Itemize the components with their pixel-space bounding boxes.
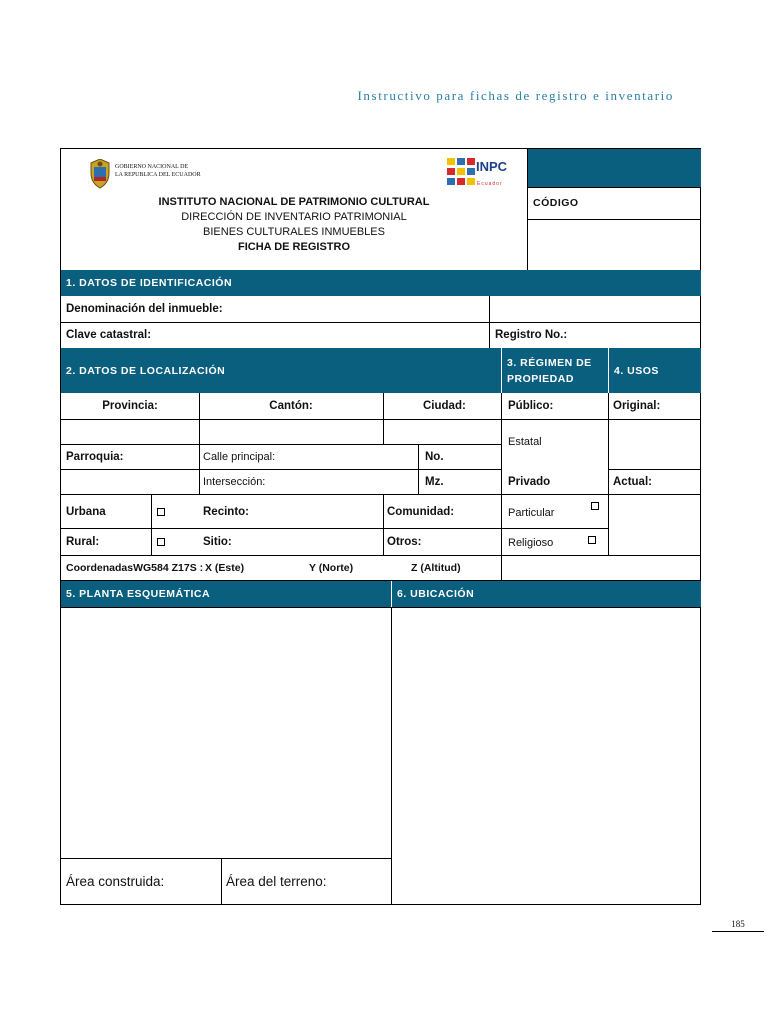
religioso-checkbox[interactable] bbox=[588, 536, 596, 544]
clave-catastral-field[interactable] bbox=[161, 322, 489, 348]
area-construida-label: Área construida: bbox=[66, 874, 165, 889]
codigo-header-band bbox=[527, 149, 701, 187]
area-terreno-label: Área del terreno: bbox=[226, 874, 327, 889]
privado-label: Privado bbox=[508, 475, 551, 488]
otros-label: Otros: bbox=[387, 535, 422, 548]
section-planta-header: 5. PLANTA ESQUEMÁTICA bbox=[61, 581, 391, 607]
section-usos-header: 4. USOS bbox=[609, 348, 701, 393]
coat-of-arms-icon bbox=[89, 159, 111, 189]
provincia-field[interactable] bbox=[62, 420, 198, 444]
section-localizacion-header: 2. DATOS DE LOCALIZACIÓN bbox=[61, 348, 501, 393]
coordenada-z-label: Z (Altitud) bbox=[411, 561, 461, 574]
rural-label: Rural: bbox=[66, 535, 100, 548]
recinto-label: Recinto: bbox=[203, 505, 249, 518]
coordenadas-label: CoordenadasWG584 Z17S : bbox=[66, 561, 204, 574]
government-name-line1: GOBIERNO NACIONAL DE bbox=[115, 164, 189, 170]
ubicacion-area[interactable] bbox=[392, 608, 700, 905]
actual-label: Actual: bbox=[613, 475, 652, 488]
sitio-label: Sitio: bbox=[203, 535, 232, 548]
category-name: BIENES CULTURALES INMUEBLES bbox=[203, 226, 385, 238]
calle-principal-label: Calle principal: bbox=[203, 450, 276, 463]
section-regimen-header: 3. RÉGIMEN DE PROPIEDAD bbox=[502, 348, 608, 393]
canton-field[interactable] bbox=[200, 420, 382, 444]
estatal-label: Estatal bbox=[508, 436, 542, 448]
manzana-label: Mz. bbox=[425, 475, 444, 488]
page-number: 185 bbox=[712, 919, 764, 932]
planta-esquematica-area[interactable] bbox=[62, 608, 390, 858]
section-identificacion-header: 1. DATOS DE IDENTIFICACIÓN bbox=[61, 270, 701, 296]
institute-name: INSTITUTO NACIONAL DE PATRIMONIO CULTURAL bbox=[158, 196, 430, 208]
coordenada-x-label: X (Este) bbox=[205, 561, 245, 574]
numero-label: No. bbox=[425, 450, 444, 463]
parroquia-label: Parroquia: bbox=[66, 450, 124, 463]
form-title-block bbox=[61, 195, 527, 255]
original-label: Original: bbox=[613, 400, 661, 412]
inpc-country: Ecuador bbox=[477, 181, 503, 187]
codigo-label: CÓDIGO bbox=[533, 197, 579, 209]
running-title: Instructivo para fichas de registro e inventario bbox=[357, 88, 674, 103]
religioso-label: Religioso bbox=[508, 536, 554, 549]
inpc-mark-icon bbox=[447, 158, 475, 188]
denominacion-label: Denominación del inmueble: bbox=[66, 303, 223, 315]
registration-form bbox=[60, 148, 701, 905]
canton-label: Cantón: bbox=[269, 400, 313, 412]
ciudad-field[interactable] bbox=[384, 420, 500, 444]
comunidad-label: Comunidad: bbox=[387, 505, 455, 518]
directorate-name: DIRECCIÓN DE INVENTARIO PATRIMONIAL bbox=[181, 211, 407, 223]
actual-field[interactable] bbox=[609, 495, 700, 554]
inpc-wordmark: INPC bbox=[476, 159, 508, 174]
coordenada-y-label: Y (Norte) bbox=[309, 561, 354, 574]
rural-checkbox[interactable] bbox=[157, 538, 165, 546]
registro-field[interactable] bbox=[581, 322, 699, 348]
urbana-label: Urbana bbox=[66, 505, 106, 518]
clave-catastral-label: Clave catastral: bbox=[66, 329, 152, 341]
particular-checkbox[interactable] bbox=[591, 502, 599, 510]
denominacion-field[interactable] bbox=[241, 296, 489, 322]
form-type: FICHA DE REGISTRO bbox=[237, 241, 351, 253]
interseccion-label: Intersección: bbox=[203, 475, 266, 488]
urbana-checkbox[interactable] bbox=[157, 508, 165, 516]
government-logo bbox=[89, 159, 229, 191]
provincia-label: Provincia: bbox=[102, 400, 158, 412]
government-name-line2: LA REPUBLICA DEL ECUADOR bbox=[115, 172, 201, 178]
codigo-value-field[interactable] bbox=[528, 220, 700, 269]
particular-label: Particular bbox=[508, 506, 555, 519]
section-ubicacion-header: 6. UBICACIÓN bbox=[392, 581, 701, 607]
publico-label: Público: bbox=[508, 400, 554, 412]
denominacion-extra-field[interactable] bbox=[490, 296, 700, 322]
inpc-logo bbox=[447, 158, 509, 190]
original-field[interactable] bbox=[609, 420, 700, 469]
ciudad-label: Ciudad: bbox=[423, 400, 466, 412]
registro-label: Registro No.: bbox=[495, 329, 568, 341]
parroquia-field[interactable] bbox=[62, 470, 198, 494]
